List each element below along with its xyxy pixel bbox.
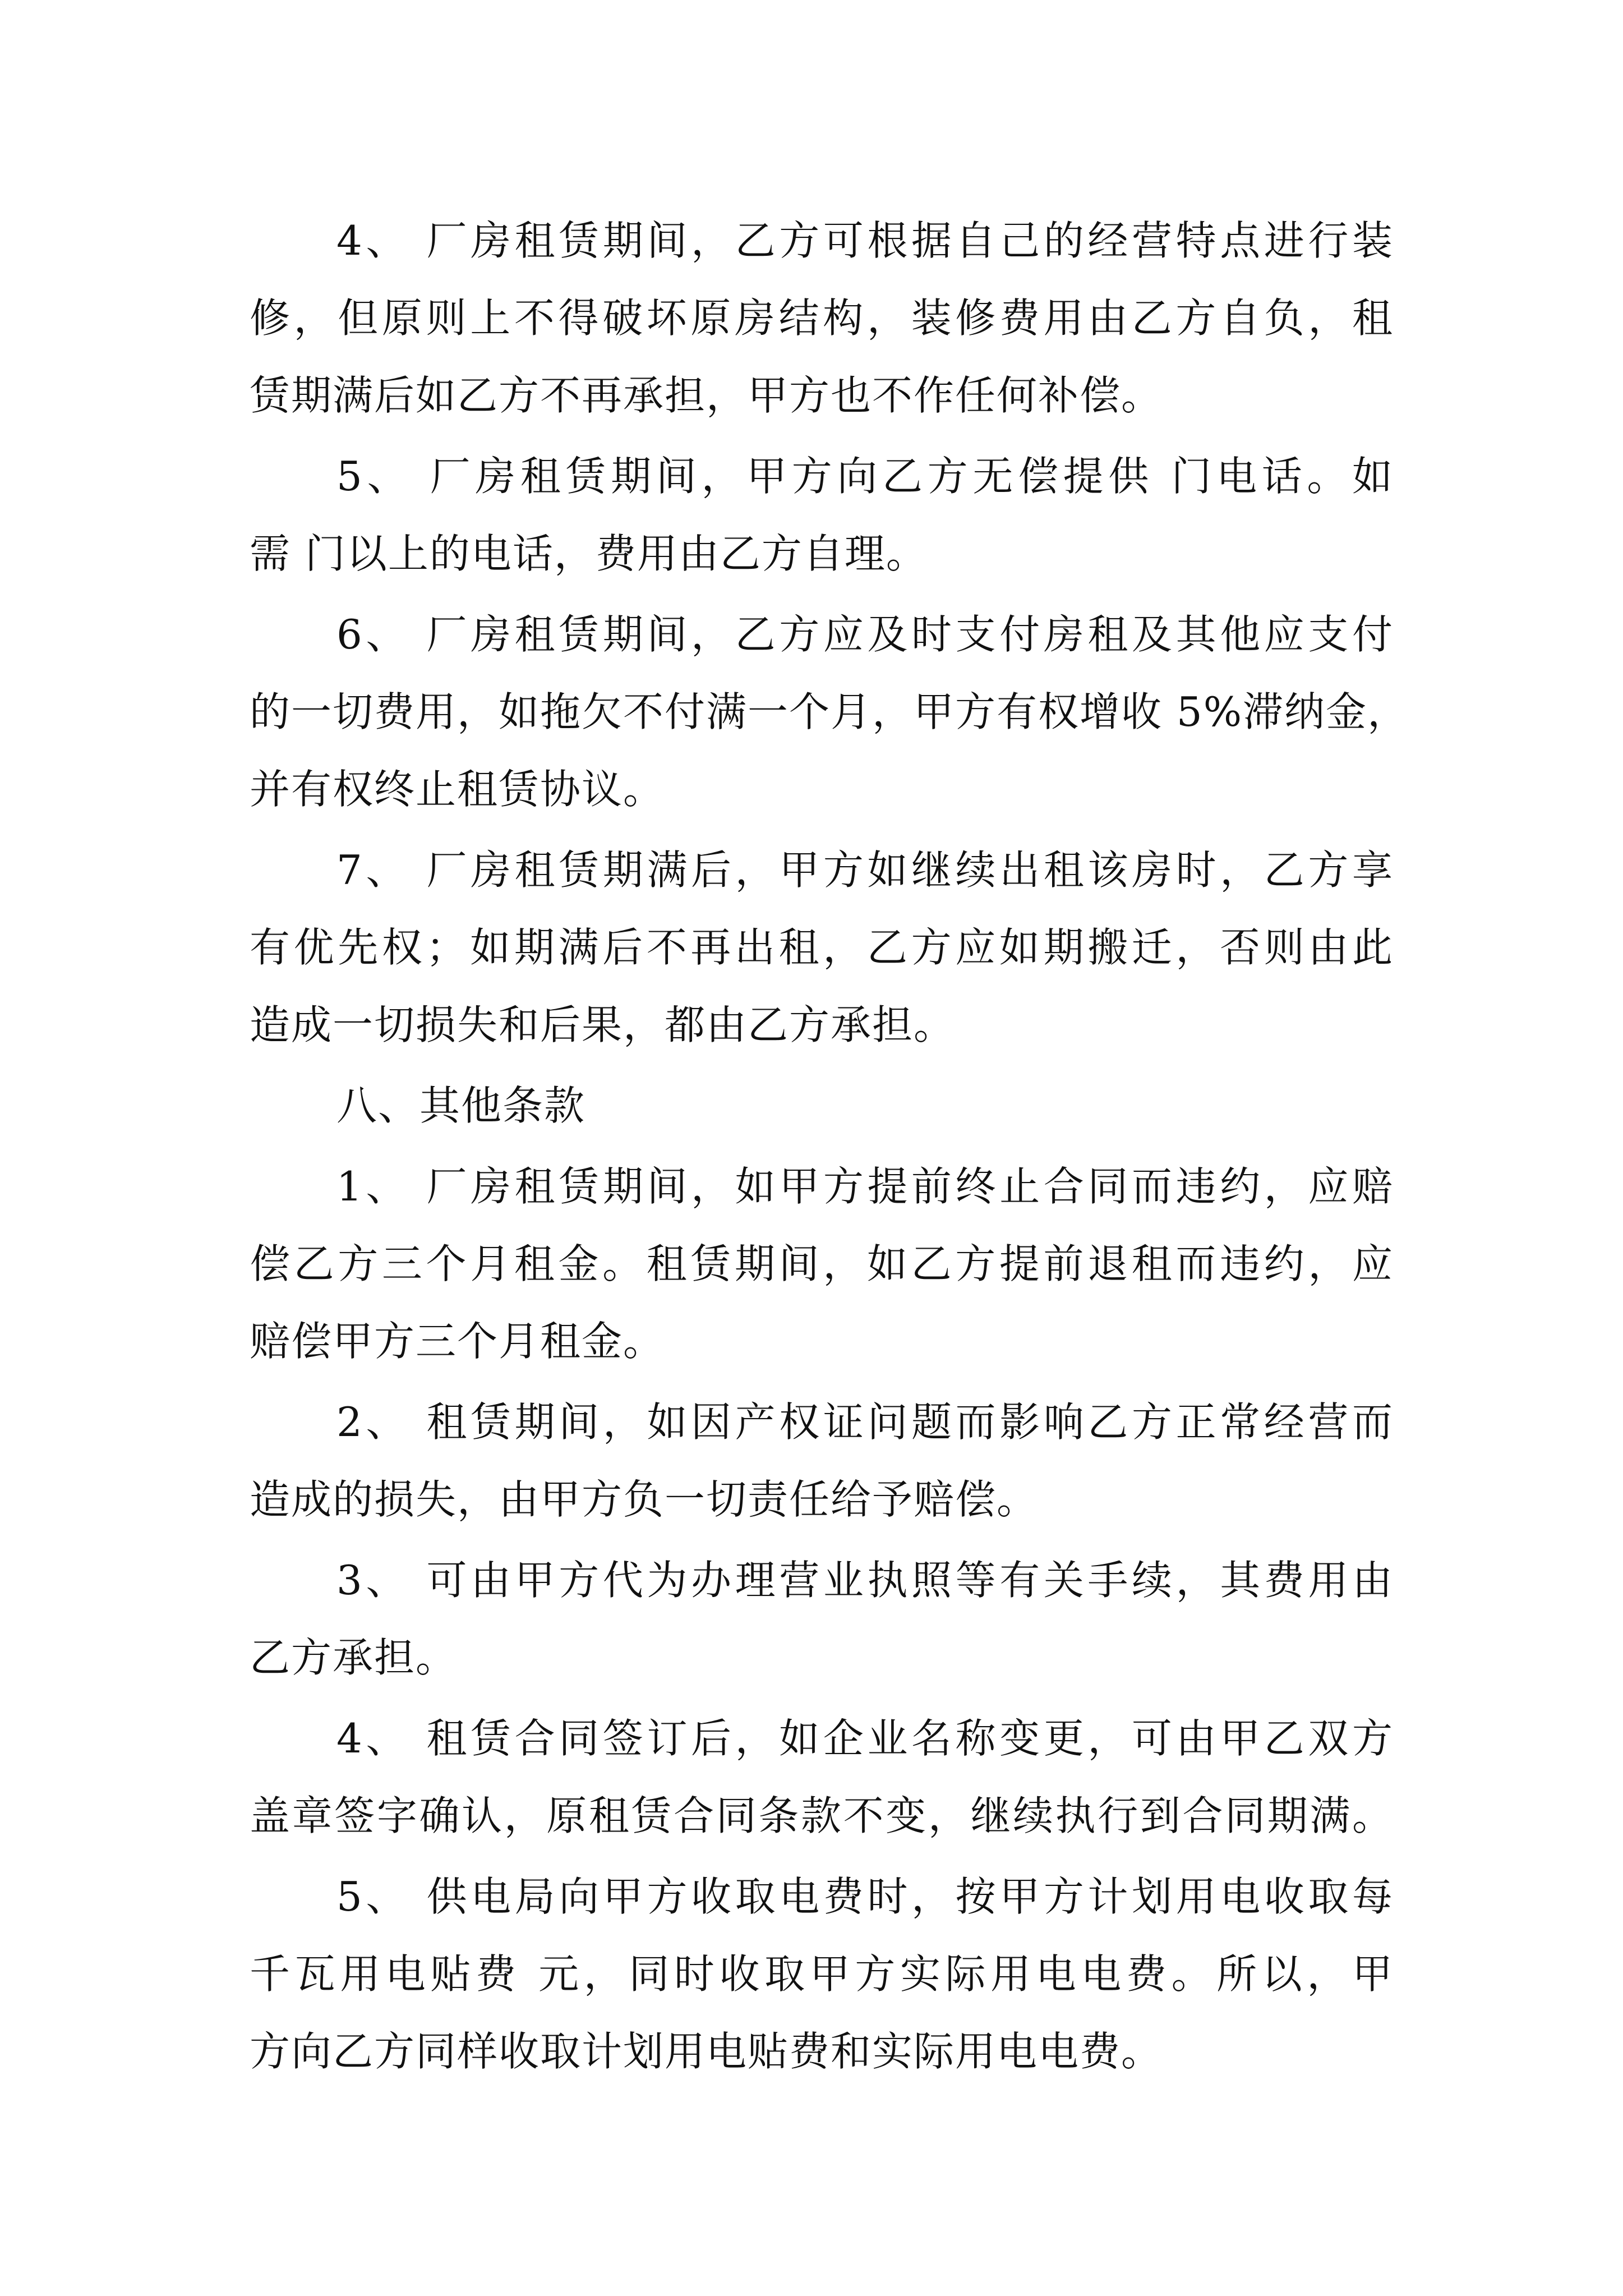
clause-paragraph [250,1148,1394,1380]
text-line: 1、 厂房租赁期间，如甲方提前终止合同而违约，应赔 [336,1163,1394,1210]
text-line: 并有权终止租赁协议。 [250,766,665,813]
text-line: 需 门以上的电话，费用由乙方自理。 [250,530,928,577]
text-line: 偿乙方三个月租金。租赁期间，如乙方提前退租而违约，应 [250,1240,1394,1287]
text-line: 有优先权；如期满后不再出租，乙方应如期搬迁，否则由此 [250,924,1394,971]
clause-paragraph [250,1542,1394,1696]
text-line: 盖章签字确认，原租赁合同条款不变，继续执行到合同期满。 [250,1792,1394,1839]
text-line: 6、 厂房租赁期间，乙方应及时支付房租及其他应支付 [336,611,1394,658]
text-line: 千瓦用电贴费 元，同时收取甲方实际用电电费。所以，甲 [250,1950,1394,1998]
text-line: 2、 租赁期间，如因产权证问题而影响乙方正常经营而 [336,1398,1394,1446]
text-line: 7、 厂房租赁期满后，甲方如继续出租该房时，乙方享 [336,846,1394,894]
text-line: 5、 厂房租赁期间，甲方向乙方无偿提供 门电话。如 [336,453,1394,500]
section-heading-text: 八、其他条款 [336,1082,586,1129]
clause-paragraph [250,438,1394,592]
text-line: 4、 租赁合同签订后，如企业名称变更，可由甲乙双方 [336,1715,1394,1762]
text-line: 的一切费用，如拖欠不付满一个月，甲方有权增收 5%滞纳金， [250,688,1409,735]
text-line: 赔偿甲方三个月租金。 [250,1318,665,1365]
text-line: 修，但原则上不得破坏原房结构，装修费用由乙方自负，租 [250,295,1394,342]
section-heading [250,1067,1394,1144]
text-line: 5、 供电局向甲方收取电费时，按甲方计划用电收取每 [336,1873,1394,1920]
text-line: 3、 可由甲方代为办理营业执照等有关手续，其费用由 [336,1557,1394,1604]
clause-paragraph [250,202,1394,434]
clause-paragraph [250,1700,1394,1855]
text-line: 4、 厂房租赁期间，乙方可根据自己的经营特点进行装 [336,217,1394,264]
text-line: 乙方承担。 [250,1634,458,1681]
document-body [250,202,1409,2090]
clause-paragraph [250,1383,1394,1538]
clause-paragraph [250,831,1394,1064]
clause-paragraph [250,596,1409,828]
text-line: 方向乙方同样收取计划用电贴费和实际用电电费。 [250,2028,1163,2075]
text-line: 造成的损失，由甲方负一切责任给予赔偿。 [250,1476,1039,1523]
text-line: 造成一切损失和后果，都由乙方承担。 [250,1001,956,1048]
text-line: 赁期满后如乙方不再承担，甲方也不作任何补偿。 [250,372,1163,419]
clause-paragraph [250,1858,1394,2090]
